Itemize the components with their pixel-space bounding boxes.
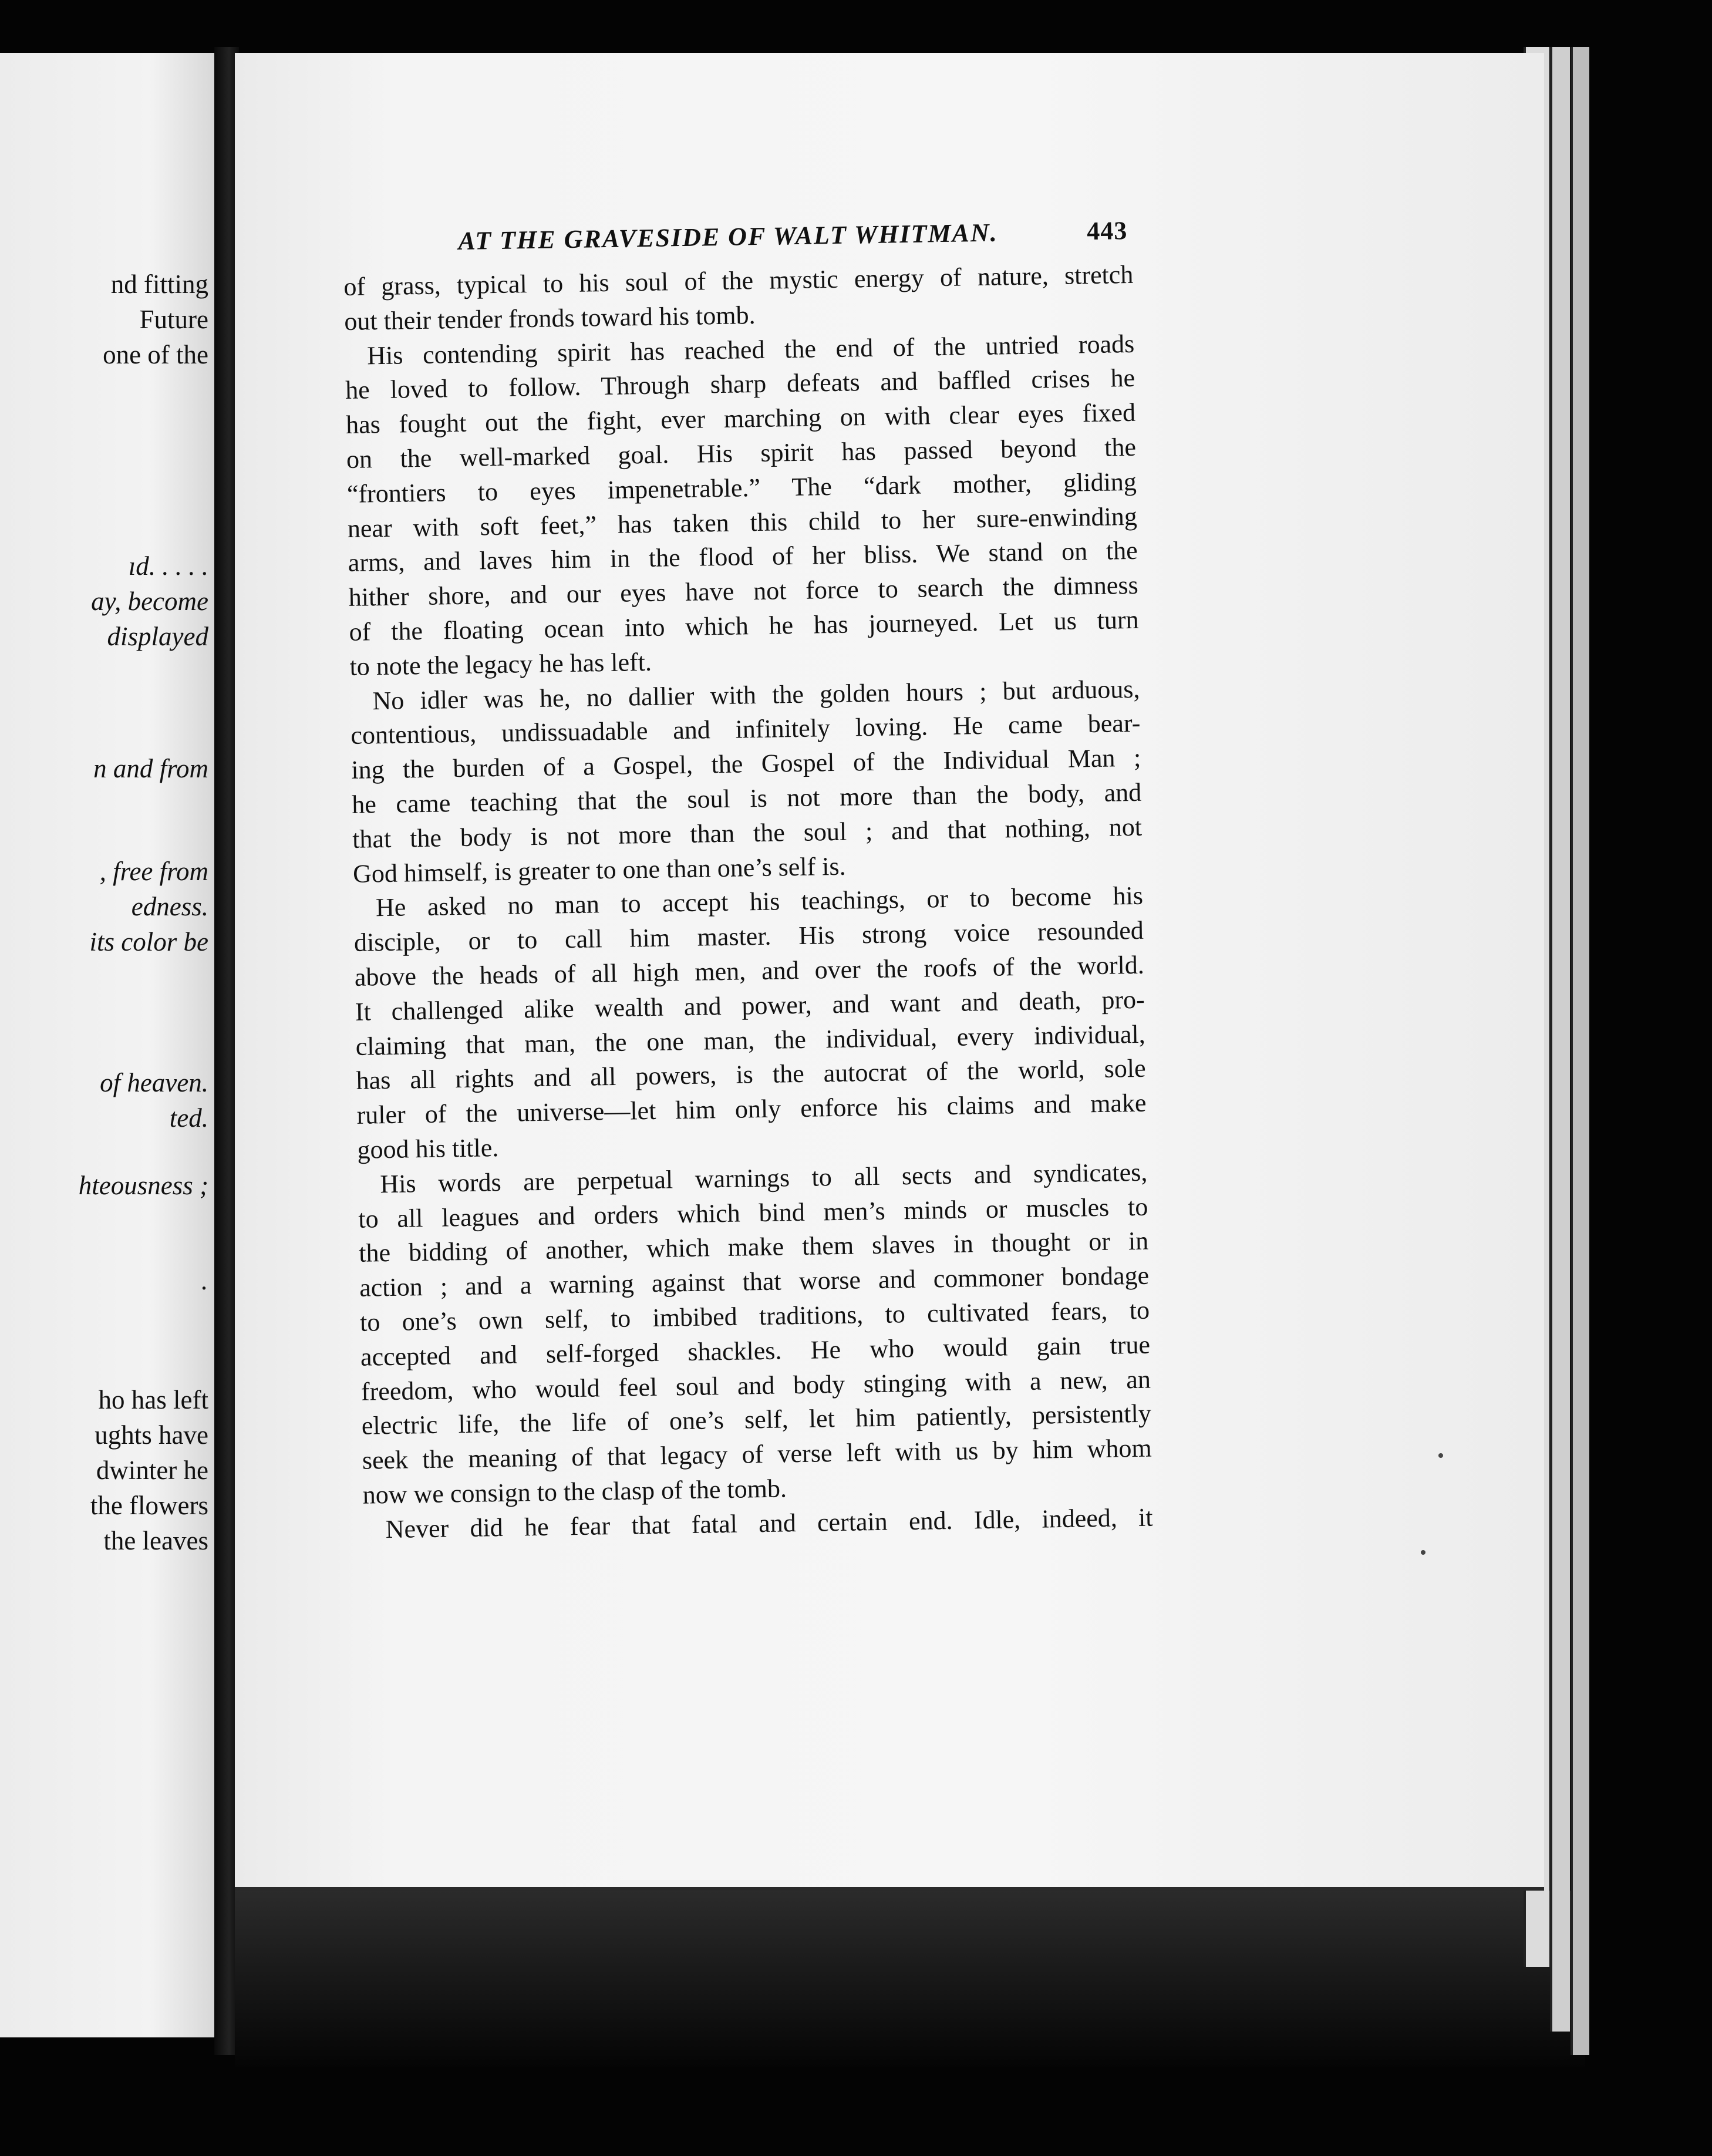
left-page bbox=[0, 53, 214, 2037]
text-line: of the floating ocean into which he has journeyed. Let us turn bbox=[349, 605, 1139, 646]
text-line: He asked no man to accept his teachings, or to become his bbox=[375, 881, 1144, 922]
text-line: he loved to follow. Through sharp defeats and baffled crises he bbox=[345, 363, 1135, 405]
left-page-line: hteousness ; bbox=[78, 1171, 208, 1200]
text-line: has all rights and all powers, is the autocrat of the world, sole bbox=[356, 1054, 1146, 1096]
page-body-text bbox=[343, 258, 1153, 1547]
text-line: to all leagues and orders which bind men’s minds or muscles to bbox=[358, 1192, 1148, 1234]
left-page-line: ughts have bbox=[95, 1420, 208, 1450]
text-line: His contending spirit has reached the end of the untried roads bbox=[366, 329, 1135, 370]
text-line: God himself, is greater to one than one’s self is. bbox=[352, 851, 846, 888]
left-page-line: of heaven. bbox=[100, 1068, 208, 1097]
text-line: freedom, who would feel soul and body stinging with a new, an bbox=[360, 1365, 1151, 1406]
page-number: 443 bbox=[1086, 216, 1128, 246]
left-page-line: , free from bbox=[99, 857, 208, 886]
text-line: now we consign to the clasp of the tomb. bbox=[362, 1474, 787, 1510]
text-line: accepted and self-forged shackles. He who would gain true bbox=[360, 1330, 1151, 1372]
left-page-line: one of the bbox=[103, 340, 208, 369]
page-stack-edge bbox=[1550, 47, 1570, 2032]
text-line: he came teaching that the soul is not more than the body, and bbox=[351, 777, 1142, 819]
left-page-line: the flowers bbox=[90, 1491, 208, 1520]
left-page-line: ıd. . . . . bbox=[128, 551, 208, 581]
left-page-line: · bbox=[200, 1274, 208, 1303]
text-line: action ; and a warning against that worse and commoner bondage bbox=[359, 1261, 1150, 1302]
text-line: It challenged alike wealth and power, and want and death, pro- bbox=[355, 985, 1145, 1026]
left-page-line: ay, become bbox=[91, 587, 208, 616]
running-head-title: AT THE GRAVESIDE OF WALT WHITMAN. bbox=[458, 218, 999, 255]
text-line: arms, and laves him in the flood of her bliss. We stand on the bbox=[348, 536, 1138, 578]
left-page-line: displayed bbox=[107, 622, 208, 651]
left-page-line: its color be bbox=[89, 927, 208, 956]
left-page-line: dwinter he bbox=[96, 1456, 208, 1485]
text-line: ruler of the universe—let him only enforce his claims and make bbox=[356, 1088, 1147, 1130]
text-line: has fought out the fight, ever marching on with clear eyes fixed bbox=[345, 398, 1136, 440]
text-line: ing the burden of a Gospel, the Gospel of the Individual Man ; bbox=[351, 743, 1141, 785]
left-page-line: ho has left bbox=[98, 1385, 208, 1414]
text-line: His words are perpetual warnings to all sects and syndicates, bbox=[380, 1157, 1148, 1198]
left-page-line: edness. bbox=[131, 892, 208, 921]
text-line: hither shore, and our eyes have not force to search the dimness bbox=[348, 570, 1138, 612]
text-line: to one’s own self, to imbibed traditions, to cultivated fears, to bbox=[359, 1295, 1150, 1337]
left-page-line: nd fitting bbox=[110, 270, 208, 299]
text-line: seek the meaning of that legacy of verse left with us by him whom bbox=[362, 1433, 1152, 1475]
page-stack-edge bbox=[1571, 47, 1589, 2055]
text-line: near with soft feet,” has taken this child to her sure-enwinding bbox=[347, 501, 1138, 543]
left-page-line: Future bbox=[139, 305, 208, 334]
text-line: electric life, the life of one’s self, let him patiently, persistently bbox=[361, 1399, 1152, 1441]
text-line: of grass, typical to his soul of the mystic energy of nature, stretch bbox=[343, 260, 1134, 301]
left-page-line: ted. bbox=[169, 1103, 208, 1133]
left-page-line: n and from bbox=[93, 754, 208, 783]
text-line: No idler was he, no dallier with the golden hours ; but arduous, bbox=[372, 674, 1140, 715]
text-line: “frontiers to eyes impenetrable.” The “dark mother, gliding bbox=[346, 467, 1137, 508]
page-bottom-shadow bbox=[235, 1891, 1585, 2067]
text-line: claiming that man, the one man, the individual, every individual, bbox=[355, 1019, 1145, 1061]
text-line: that the body is not more than the soul ; and that nothing, not bbox=[352, 812, 1143, 854]
text-line: to note the legacy he has left. bbox=[349, 647, 652, 681]
text-line: good his title. bbox=[357, 1133, 499, 1164]
text-line: disciple, or to call him master. His strong voice resounded bbox=[353, 915, 1144, 957]
speck-mark bbox=[1438, 1453, 1443, 1458]
text-line: above the heads of all high men, and over the roofs of the world. bbox=[354, 950, 1145, 992]
left-page-line: the leaves bbox=[103, 1526, 208, 1555]
text-line: Never did he fear that fatal and certain end. Idle, indeed, it bbox=[385, 1503, 1153, 1544]
text-line: the bidding of another, which make them slaves in thought or in bbox=[358, 1226, 1149, 1268]
text-line: out their tender fronds toward his tomb. bbox=[343, 300, 756, 336]
text-line: contentious, undissuadable and infinitely loving. He came bear- bbox=[351, 709, 1141, 750]
text-line: on the well-marked goal. His spirit has passed beyond the bbox=[346, 432, 1137, 474]
speck-mark bbox=[1421, 1550, 1425, 1555]
